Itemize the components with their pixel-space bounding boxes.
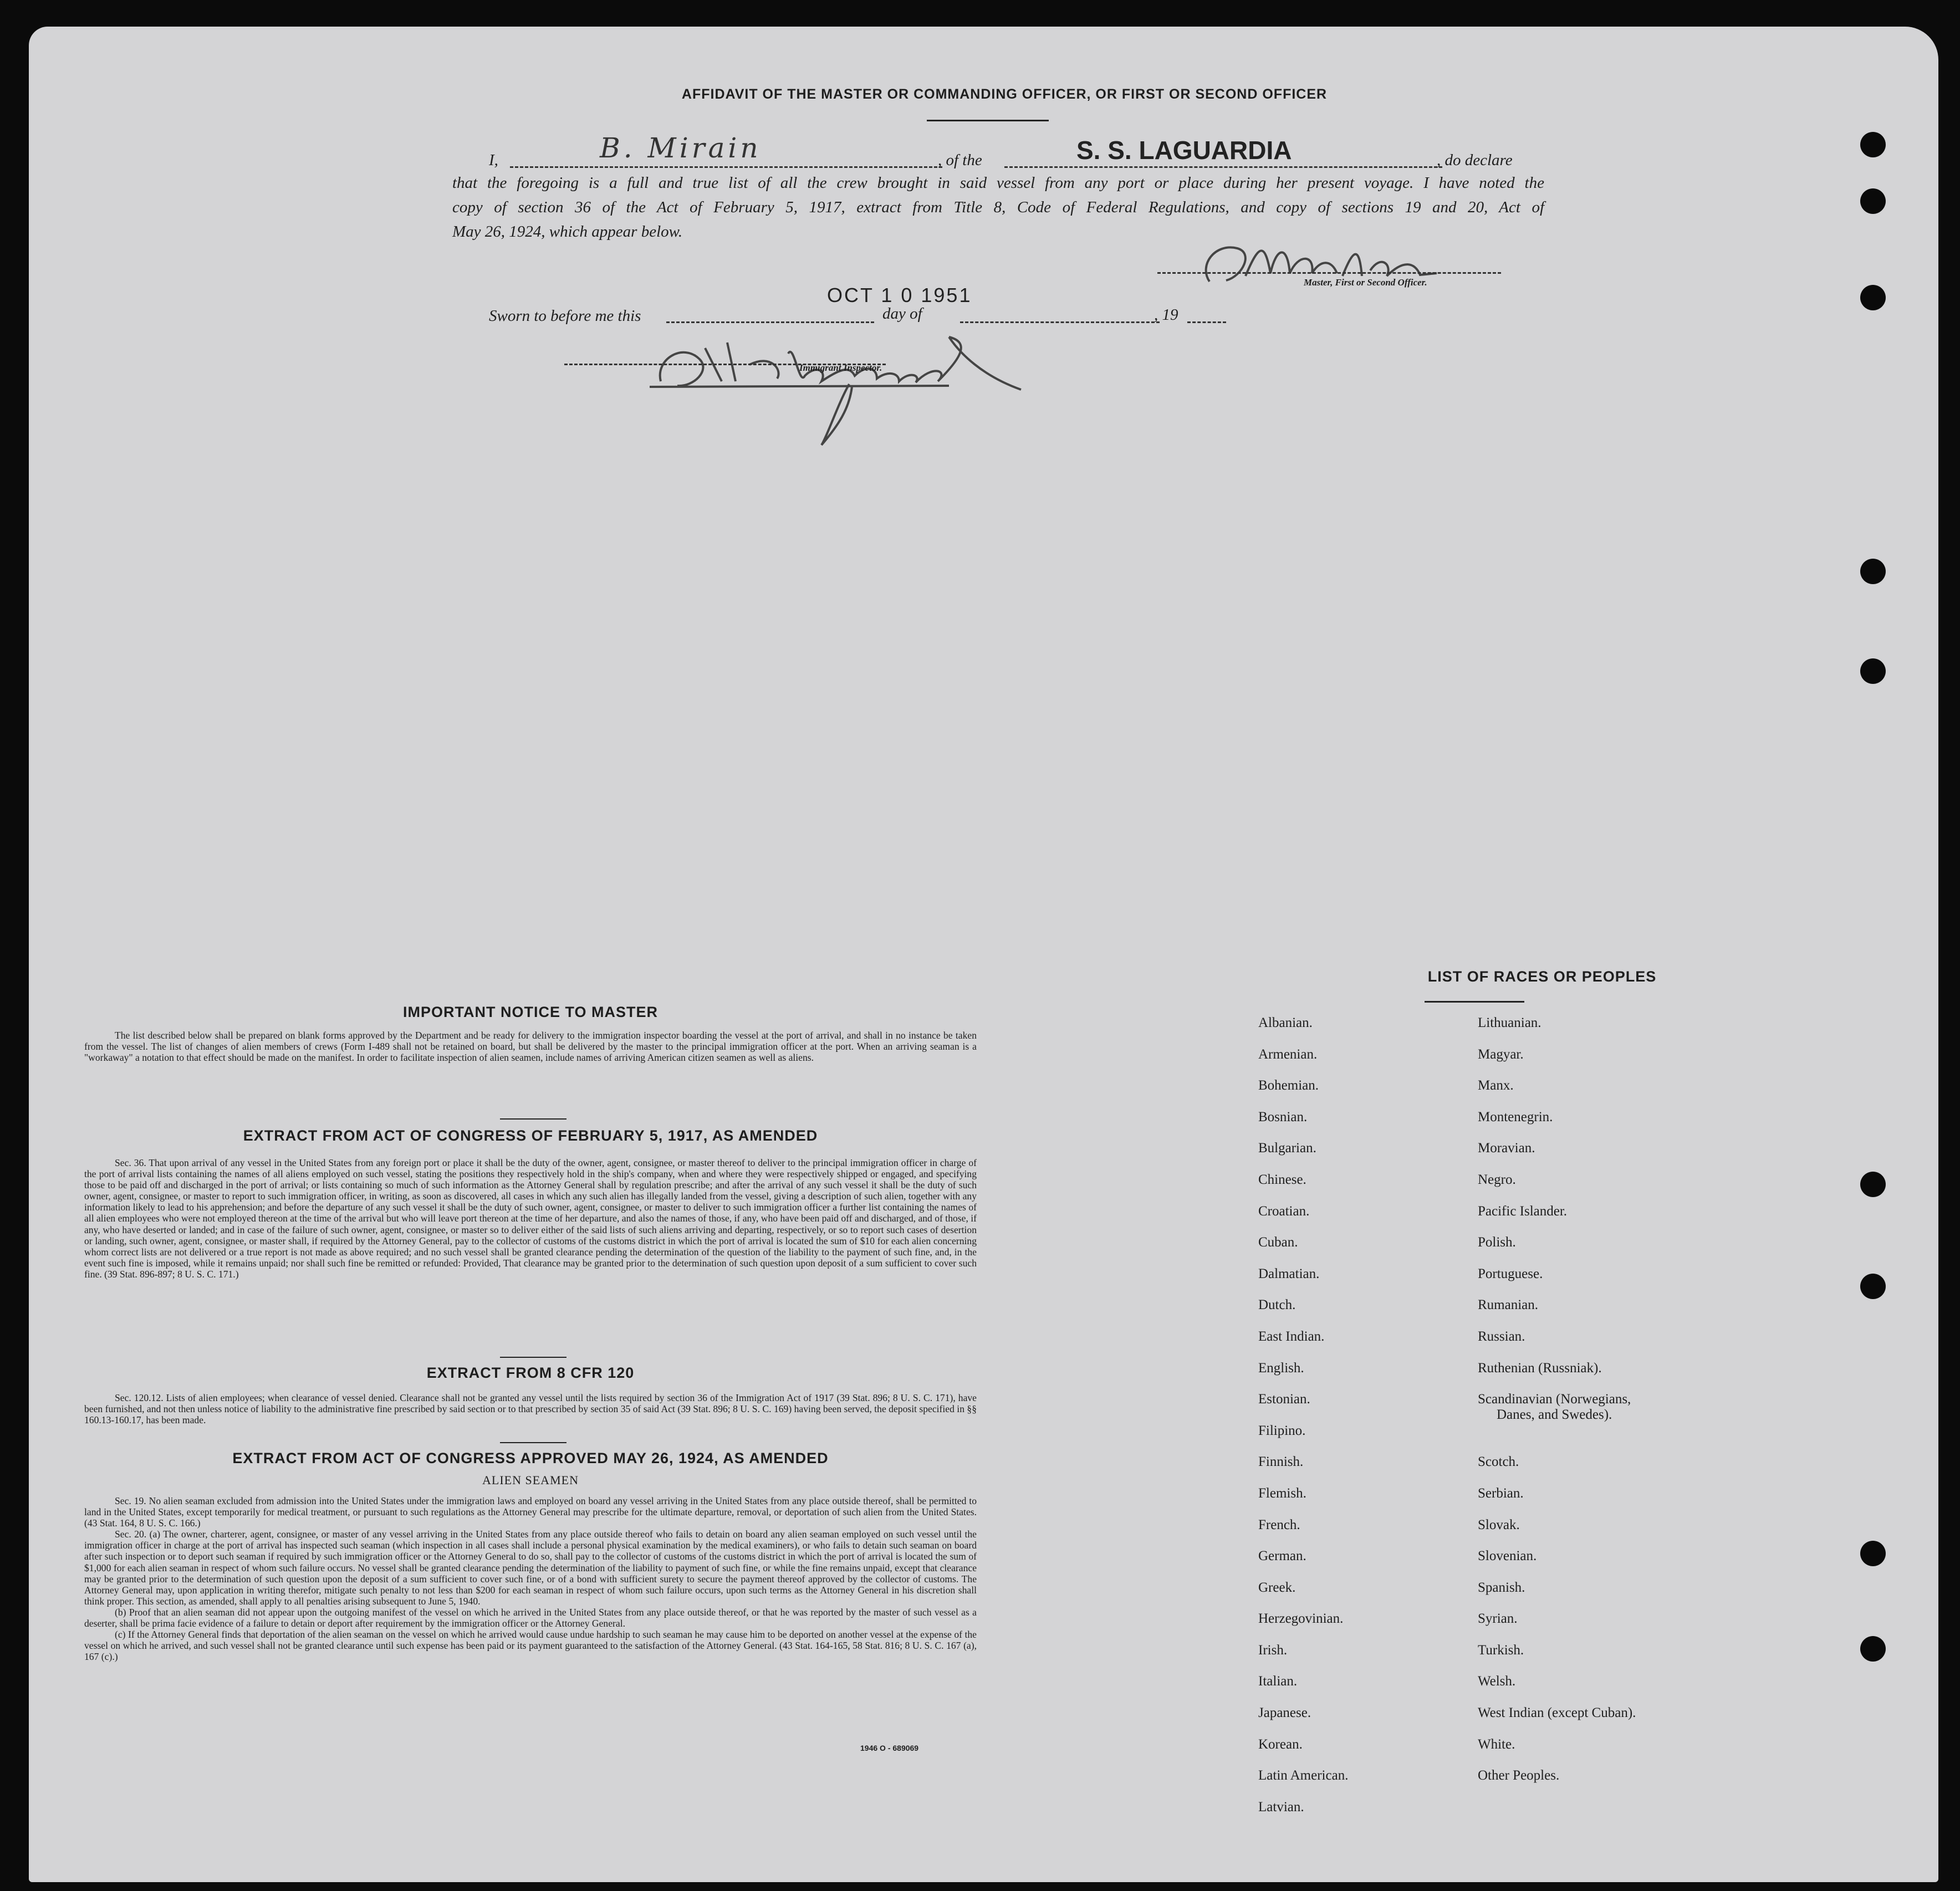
punch-hole bbox=[1860, 658, 1886, 684]
race-item: Chinese. bbox=[1258, 1172, 1306, 1187]
race-item: Flemish. bbox=[1258, 1485, 1306, 1501]
of-the-label: , of the bbox=[938, 151, 982, 169]
punch-hole bbox=[1860, 1636, 1886, 1662]
race-item: Latin American. bbox=[1258, 1768, 1349, 1783]
race-item: Finnish. bbox=[1258, 1454, 1304, 1470]
extract-1924-heading: EXTRACT FROM ACT OF CONGRESS APPROVED MAY 26, 1924, AS AMENDED bbox=[232, 1450, 829, 1466]
race-item: Bohemian. bbox=[1258, 1078, 1319, 1093]
affidavit-body-line: May 26, 1924, which appear below. bbox=[452, 223, 683, 241]
divider bbox=[500, 1442, 566, 1443]
punch-hole bbox=[1860, 132, 1886, 157]
race-item: East Indian. bbox=[1258, 1328, 1325, 1344]
race-item: Spanish. bbox=[1478, 1580, 1525, 1595]
races-column-2 bbox=[1478, 1015, 1788, 1800]
affidavit-i: I, bbox=[489, 151, 498, 169]
race-item: Manx. bbox=[1478, 1078, 1514, 1093]
affidavit-title: AFFIDAVIT OF THE MASTER OR COMMANDING OFFICER, OR FIRST OR SECOND OFFICER bbox=[681, 86, 1328, 102]
race-item: French. bbox=[1258, 1517, 1300, 1532]
race-item: Bulgarian. bbox=[1258, 1141, 1316, 1156]
notice-text: The list described below shall be prepared on blank forms approved by the Department and be ready for delivery to the immigration inspector boarding the vessel at the port of arrival, and shall in no instance be taken from the vessel. The list of changes of alien members of crews (Form I-489 shall not be retained on board, but shall be delivered by the master to the principal immigration officer at the port. When an arriving seaman is a "workaway" a notation to that effect should be made on the manifest. In order to facilitate inspection of alien seamen, include names of arriving American citizen seamen as well as aliens. bbox=[84, 1030, 977, 1064]
year-prefix: , 19 bbox=[1154, 306, 1178, 324]
year-blank bbox=[1187, 321, 1226, 323]
race-item: Filipino. bbox=[1258, 1423, 1306, 1438]
race-item: Japanese. bbox=[1258, 1705, 1311, 1721]
race-item: Lithuanian. bbox=[1478, 1015, 1542, 1030]
race-item: Montenegrin. bbox=[1478, 1109, 1553, 1125]
race-item: Magyar. bbox=[1478, 1046, 1524, 1062]
race-item: West Indian (except Cuban). bbox=[1478, 1705, 1636, 1721]
race-item: Irish. bbox=[1258, 1642, 1288, 1658]
race-item: Dalmatian. bbox=[1258, 1266, 1320, 1281]
race-item: Rumanian. bbox=[1478, 1297, 1539, 1313]
race-item: Serbian. bbox=[1478, 1485, 1524, 1501]
punch-hole bbox=[1860, 188, 1886, 214]
race-item: German. bbox=[1258, 1548, 1306, 1564]
notice-heading: IMPORTANT NOTICE TO MASTER bbox=[403, 1004, 658, 1020]
race-item: Moravian. bbox=[1478, 1141, 1535, 1156]
race-item: Latvian. bbox=[1258, 1799, 1304, 1815]
master-name-handwritten: B. Mirain bbox=[600, 132, 762, 164]
race-item: Albanian. bbox=[1258, 1015, 1313, 1030]
race-item: Other Peoples. bbox=[1478, 1768, 1560, 1783]
race-item: Dutch. bbox=[1258, 1297, 1296, 1313]
race-item: Bosnian. bbox=[1258, 1109, 1308, 1125]
extract-1917-heading: EXTRACT FROM ACT OF CONGRESS OF FEBRUARY 5, 1917, AS AMENDED bbox=[243, 1127, 818, 1144]
race-item: Croatian. bbox=[1258, 1203, 1310, 1219]
document-page bbox=[29, 27, 1938, 1882]
punch-hole bbox=[1860, 285, 1886, 310]
race-item: Slovak. bbox=[1478, 1517, 1520, 1532]
vessel-name-stamp: S. S. LAGUARDIA bbox=[1076, 136, 1292, 165]
race-item: Armenian. bbox=[1258, 1046, 1318, 1062]
race-item: Syrian. bbox=[1478, 1611, 1518, 1627]
inspector-signature bbox=[639, 320, 1038, 448]
race-item: Herzegovinian. bbox=[1258, 1611, 1344, 1627]
name-blank bbox=[510, 166, 942, 168]
race-item: Italian. bbox=[1258, 1674, 1298, 1689]
affidavit-body-line: that the foregoing is a full and true list of all the crew brought in said vessel from any port or place during her present voyage. I have noted the bbox=[452, 174, 1544, 192]
race-item: Scotch. bbox=[1478, 1454, 1519, 1470]
race-item: Slovenian. bbox=[1478, 1548, 1537, 1564]
punch-hole bbox=[1860, 1172, 1886, 1197]
inspector-caption: Immigrant Inspector. bbox=[799, 362, 882, 373]
race-item: Portuguese. bbox=[1478, 1266, 1543, 1281]
race-item: Pacific Islander. bbox=[1478, 1203, 1568, 1219]
divider bbox=[500, 1357, 566, 1358]
race-item-line: Scandinavian (Norwegians, bbox=[1478, 1392, 1631, 1407]
race-item-line: Danes, and Swedes). bbox=[1497, 1407, 1612, 1423]
vessel-blank bbox=[1004, 166, 1442, 168]
race-item: Russian. bbox=[1478, 1328, 1525, 1344]
master-signature-blank bbox=[1157, 272, 1501, 274]
race-item: English. bbox=[1258, 1360, 1304, 1376]
race-item: Greek. bbox=[1258, 1580, 1296, 1595]
punch-hole bbox=[1860, 559, 1886, 584]
race-item: Polish. bbox=[1478, 1235, 1516, 1250]
master-caption: Master, First or Second Officer. bbox=[1304, 277, 1427, 288]
extract-cfr-heading: EXTRACT FROM 8 CFR 120 bbox=[426, 1364, 635, 1381]
punch-hole bbox=[1860, 1541, 1886, 1566]
day-of-label: day of bbox=[882, 305, 922, 323]
affidavit-body-line: copy of section 36 of the Act of February 5, 1917, extract from Title 8, Code of Federal Regulations, and copy of sections 19 and 20, Act of bbox=[452, 198, 1544, 216]
alien-seamen-subheading: ALIEN SEAMEN bbox=[482, 1473, 579, 1487]
extract-1917-text: Sec. 36. That upon arrival of any vessel in the United States from any foreign port or place it shall be the duty of the owner, agent, consignee, or master thereof to deliver to the principal immigration officer in charge of the port of arrival lists containing the names of all aliens employed on such vessel, stating the positions they respectively hold in the ship's company, when and where they were respectively shipped or engaged, and specifying those to be paid off and discharged in the port of arrival; or lists containing so much of such information as the Attorney General shall by regulation prescribe; and after the arrival of any such vessel it shall be the duty of such owner, agent, consignee, or master to report to such immigration officer, in writing, as soon as discovered, all cases in which any such alien has illegally landed from the vessel, giving a description of such alien, together with any information likely to lead to his apprehension; and before the departure of any such vessel it shall be the duty of such owner, agent, consignee, or master to deliver to such immigration officer a further list containing the names of all alien employees who were not employed thereon at the time of the arrival but who will leave port thereon at the time of her departure, and also the names of those, if any, who have been paid off and discharged, and of those, if any, who have deserted or landed; and in case of the failure of such owner, agent, consignee, or master so to deliver either of the said lists of such aliens arriving and departing, respectively, or so to report such cases of desertion or landing, such owner, agent, consignee, or master shall, if required by the Attorney General, pay to the collector of customs of the customs district in which the port of arrival is located the sum of $10 for each alien concerning whom correct lists are not delivered or a true report is not made as above required; and no such vessel shall be granted clearance pending the determination of the question of the liability to the payment of such fine, and, in the event such fine is imposed, while it remains unpaid; nor shall such fine be remitted or refunded: Provided, That clearance may be granted prior to the determination of such question upon deposit of a sum sufficient to cover such fine. (39 Stat. 896-897; 8 U. S. C. 171.) bbox=[84, 1157, 977, 1280]
race-item bbox=[1478, 1392, 1788, 1454]
date-stamp: OCT 1 0 1951 bbox=[827, 284, 972, 306]
races-title: LIST OF RACES OR PEOPLES bbox=[1427, 968, 1657, 985]
races-rule bbox=[1425, 1001, 1524, 1003]
race-item: Korean. bbox=[1258, 1736, 1303, 1752]
sworn-text: Sworn to before me this bbox=[489, 307, 641, 325]
print-code: 1946 O - 689069 bbox=[860, 1744, 919, 1752]
race-item: Welsh. bbox=[1478, 1674, 1516, 1689]
extract-1924-text: Sec. 19. No alien seaman excluded from admission into the United States under the immigration laws and employed on board any vessel arriving in the United States from any place outside thereof, shall be permitted to land in the United States, except temporarily for medical treatment, or pursuant to such regulations as the Attorney General may prescribe for the ultimate departure, removal, or deportation of such alien from the United States. (43 Stat. 164, 8 U. S. C. 166.) Sec. 20. (a) The owner, charterer, agent, consignee, or master of any vessel arriving in the United States from any place outside thereof who fails to detain on board any alien seaman employed on such vessel until the immigration officer in charge at the port of arrival has inspected such seaman (which inspection in all cases shall include a personal physical examination by the medical examiners), or who fails to detain such seaman on board after such inspection or to deport such seaman if required by such immigration officer or the Attorney General to do so, shall pay to the collector of customs of the customs district in which the port of arrival is located the sum of $1,000 for each alien seaman in respect of whom such failure occurs. No vessel shall be granted clearance pending the determination of the liability to payment of such fine, or while the fine remains unpaid, except that clearance may be granted prior to the determination of such question upon the deposit of a sum sufficient to cover such fine, or of a bond with sufficient surety to secure the payment thereof approved by the collector of customs. The Attorney General may, upon application in writing therefor, mitigate such penalty to not less than $200 for each seaman in respect of whom such failure occurs, upon such terms as the Attorney General in his discretion shall think proper. This section, as amended, shall apply to all penalties arising subsequent to June 5, 1940. (b) Proof that an alien seaman did not appear upon the outgoing manifest of the vessel on which he arrived in the United States from any place outside thereof, or that he was reported by the master of such vessel as a deserter, shall be prima facie evidence of a failure to detain or deport after requirement by the immigration officer or the Attorney General. (c) If the Attorney General finds that deportation of the alien seaman on the vessel on which he arrived would cause undue hardship to such seaman he may cause him to be deported on another vessel at the expense of the vessel on which he arrived, and such vessel shall not be granted clearance until such expense has been paid or its payment guaranteed to the satisfaction of the Attorney General. (43 Stat. 164-165, 58 Stat. 816; 8 U. S. C. 167 (a), 167 (c).) bbox=[84, 1495, 977, 1663]
race-item: Ruthenian (Russniak). bbox=[1478, 1360, 1602, 1376]
race-item: Negro. bbox=[1478, 1172, 1516, 1187]
punch-hole bbox=[1860, 1274, 1886, 1299]
race-item: Cuban. bbox=[1258, 1235, 1298, 1250]
race-item: Turkish. bbox=[1478, 1642, 1524, 1658]
divider bbox=[500, 1118, 566, 1120]
do-declare-label: , do declare bbox=[1437, 151, 1513, 169]
race-item: Estonian. bbox=[1258, 1392, 1310, 1407]
title-rule bbox=[927, 120, 1049, 121]
race-item: White. bbox=[1478, 1736, 1515, 1752]
extract-cfr-text: Sec. 120.12. Lists of alien employees; when clearance of vessel denied. Clearance shall not be granted any vessel until the lists required by section 36 of the Immigration Act of 1917 (39 Stat. 896; 8 U. S. C. 171), have been furnished, and not then unless notice of liability to the administrative fine prescribed by said section or to that prescribed by section 35 of said Act (39 Stat. 896; 8 U. S. C. 169) having been served, the deposit specified in §§ 160.13-160.17, has been made. bbox=[84, 1392, 977, 1426]
races-column-1 bbox=[1258, 1015, 1491, 1831]
